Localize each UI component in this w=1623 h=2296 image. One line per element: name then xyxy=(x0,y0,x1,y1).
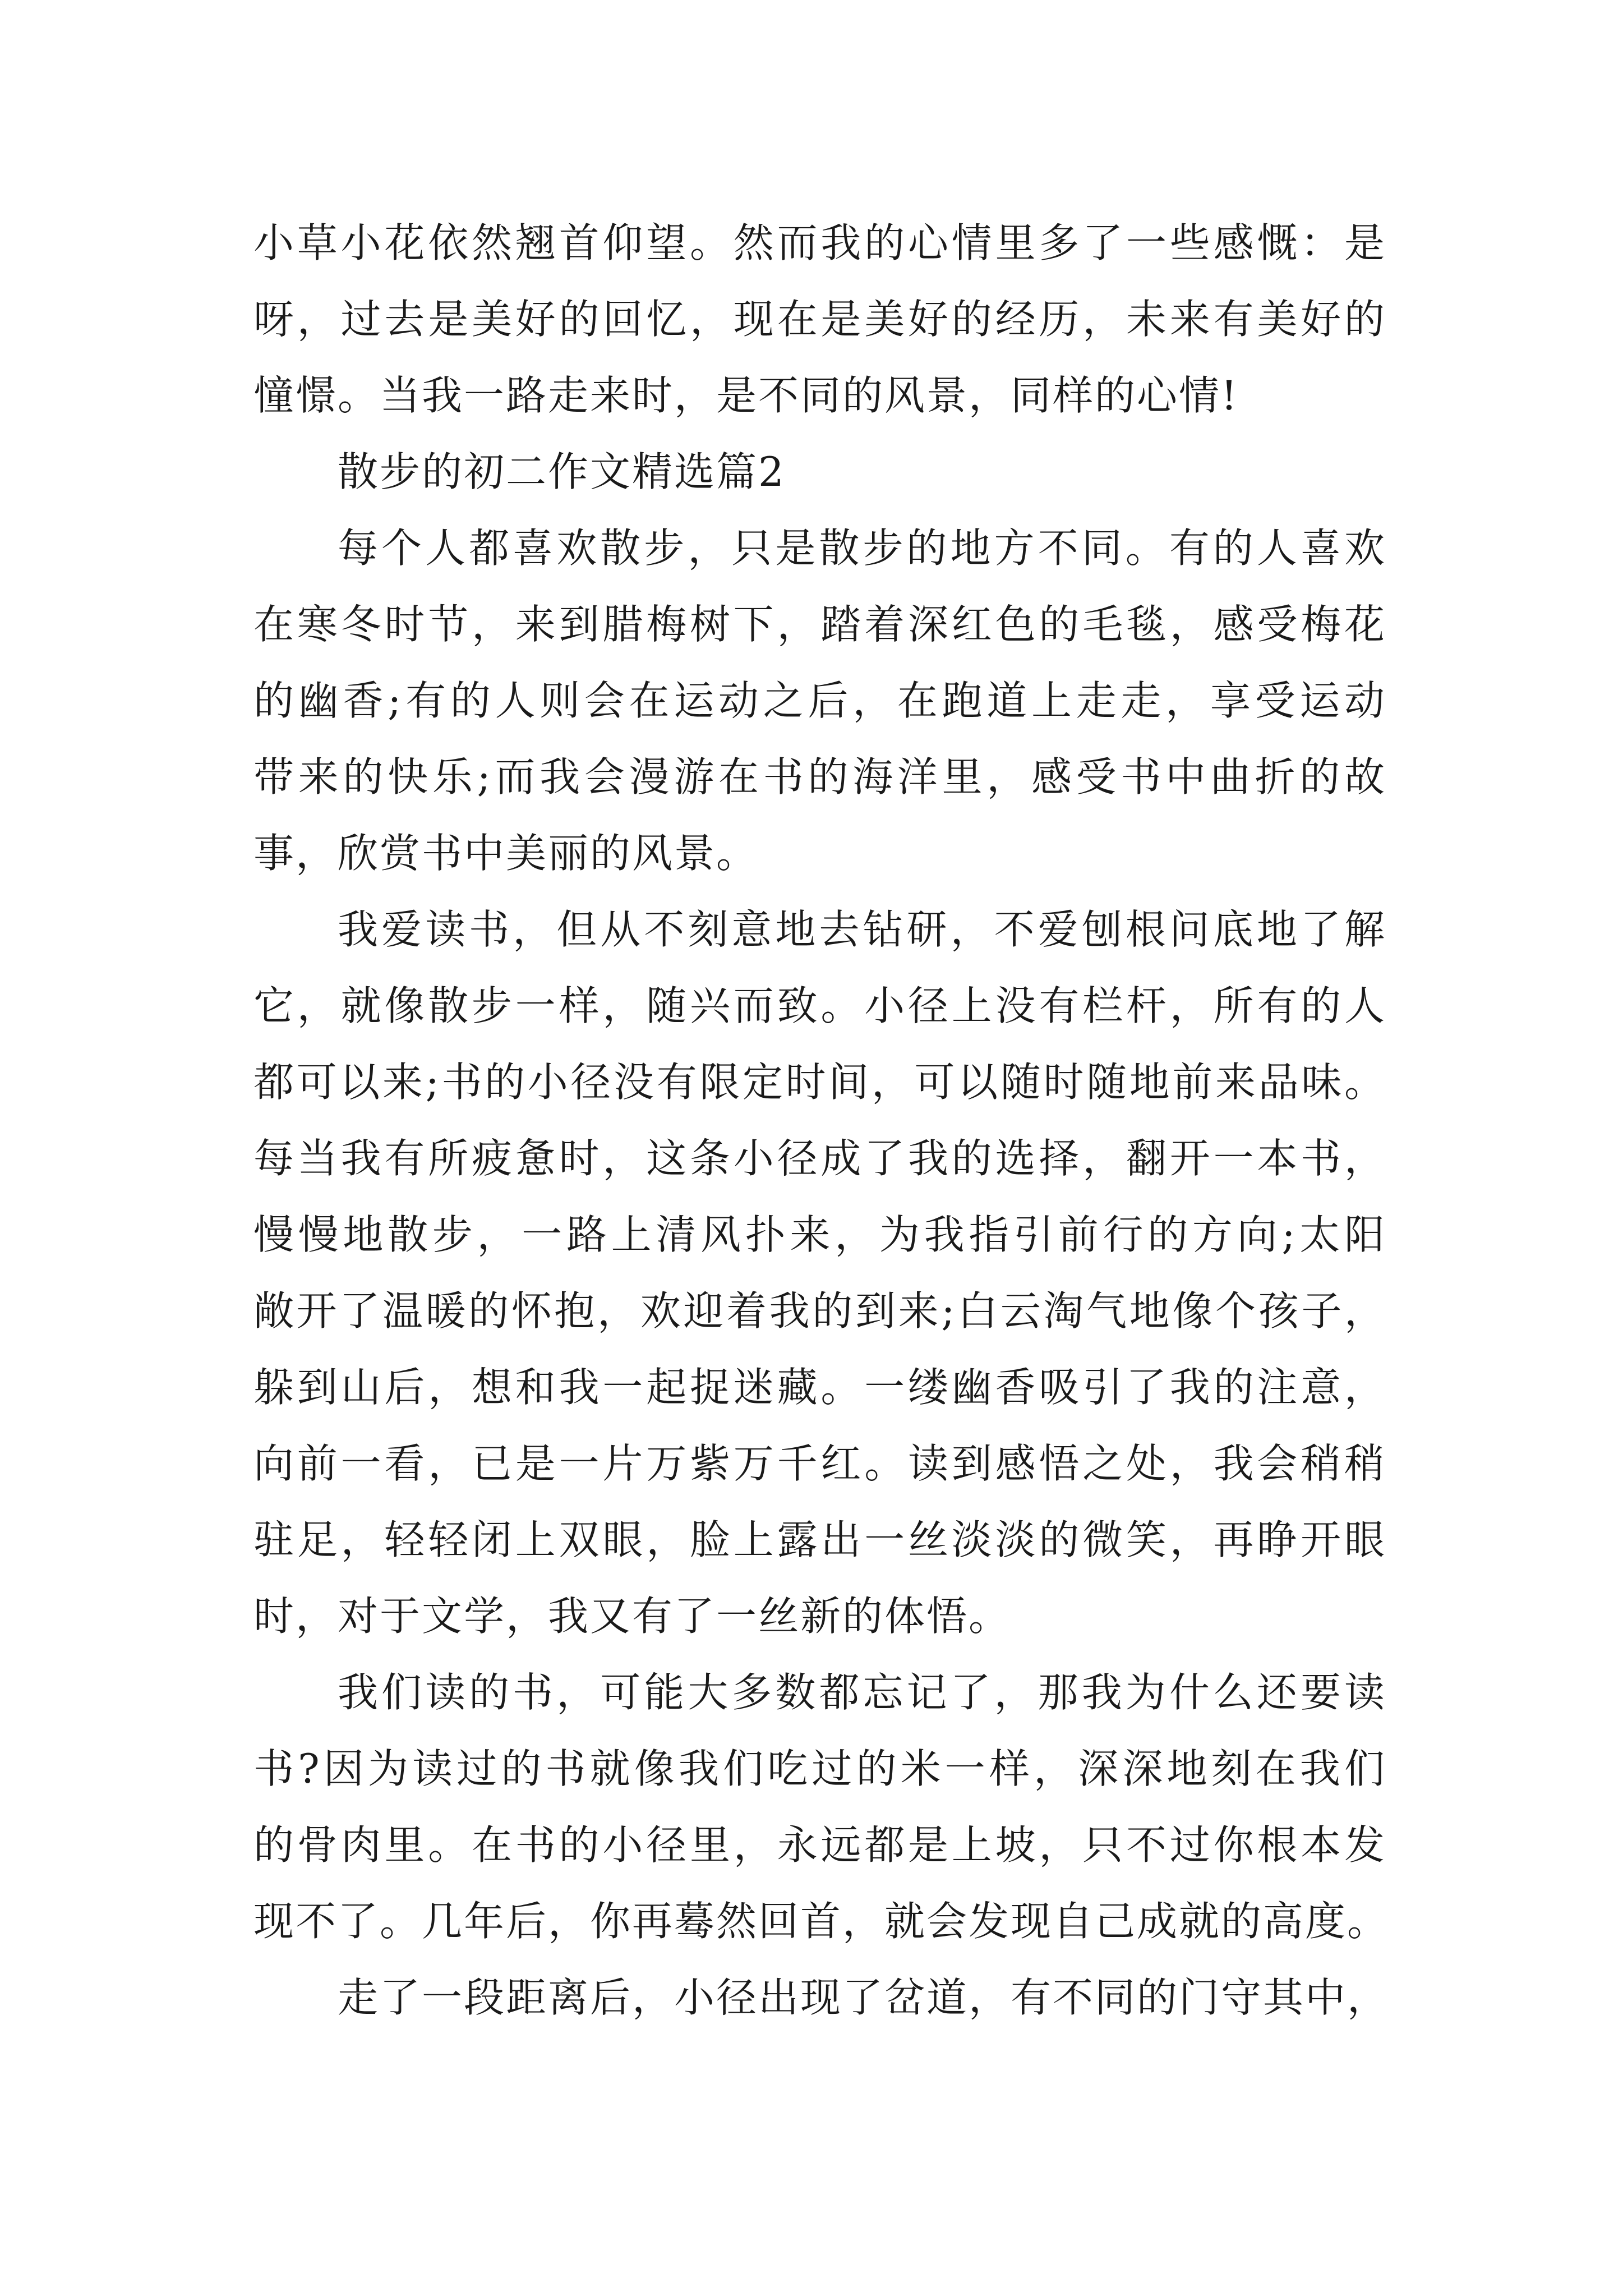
text-line: 每个人都喜欢散步，只是散步的地方不同。有的人喜欢 xyxy=(338,524,1386,572)
text-line: 我爱读书，但从不刻意地去钻研，不爱刨根问底地了解 xyxy=(338,906,1386,953)
text-line: 向前一看，已是一片万紫万千红。读到感悟之处，我会稍稍 xyxy=(253,1440,1386,1487)
paragraph-3 xyxy=(253,1654,1390,1959)
paragraph-2 xyxy=(253,891,1386,1654)
text-line: 憧憬。当我一路走来时，是不同的风景，同样的心情! xyxy=(253,372,1239,419)
text-line: 敞开了温暖的怀抱，欢迎着我的到来;白云淘气地像个孩子， xyxy=(253,1287,1386,1335)
section-heading: 散步的初二作文精选篇2 xyxy=(338,448,786,495)
text-line: 走了一段距离后，小径出现了岔道，有不同的门守其中， xyxy=(338,1974,1390,2021)
paragraph-4 xyxy=(253,1959,1390,2036)
text-line: 的幽香;有的人则会在运动之后，在跑道上走走，享受运动 xyxy=(253,677,1386,724)
text-line: 我们读的书，可能大多数都忘记了，那我为什么还要读 xyxy=(338,1669,1386,1716)
text-line: 在寒冬时节，来到腊梅树下，踏着深红色的毛毯，感受梅花 xyxy=(253,601,1386,648)
text-line: 慢慢地散步，一路上清风扑来，为我指引前行的方向;太阳 xyxy=(253,1211,1386,1258)
text-line: 它，就像散步一样，随兴而致。小径上没有栏杆，所有的人 xyxy=(253,982,1386,1029)
text-line: 驻足，轻轻闭上双眼，脸上露出一丝淡淡的微笑，再睁开眼 xyxy=(253,1516,1386,1563)
paragraph-1 xyxy=(253,510,1386,891)
text-line: 每当我有所疲惫时，这条小径成了我的选择，翻开一本书， xyxy=(253,1135,1386,1182)
text-line: 小草小花依然翘首仰望。然而我的心情里多了一些感慨：是 xyxy=(253,219,1386,266)
text-line: 的骨肉里。在书的小径里，永远都是上坡，只不过你根本发 xyxy=(253,1821,1386,1869)
document-body xyxy=(253,205,1390,2036)
text-line: 都可以来;书的小径没有限定时间，可以随时随地前来品味。 xyxy=(253,1059,1386,1106)
continued-paragraph xyxy=(253,205,1386,434)
text-line: 带来的快乐;而我会漫游在书的海洋里，感受书中曲折的故 xyxy=(253,753,1386,800)
text-line: 书?因为读过的书就像我们吃过的米一样，深深地刻在我们 xyxy=(253,1745,1386,1792)
text-line: 呀，过去是美好的回忆，现在是美好的经历，未来有美好的 xyxy=(253,296,1386,343)
text-line: 事，欣赏书中美丽的风景。 xyxy=(253,830,759,877)
text-line: 时，对于文学，我又有了一丝新的体悟。 xyxy=(253,1593,1011,1640)
text-line: 现不了。几年后，你再蓦然回首，就会发现自己成就的高度。 xyxy=(253,1898,1390,1945)
text-line: 躲到山后，想和我一起捉迷藏。一缕幽香吸引了我的注意， xyxy=(253,1364,1386,1411)
